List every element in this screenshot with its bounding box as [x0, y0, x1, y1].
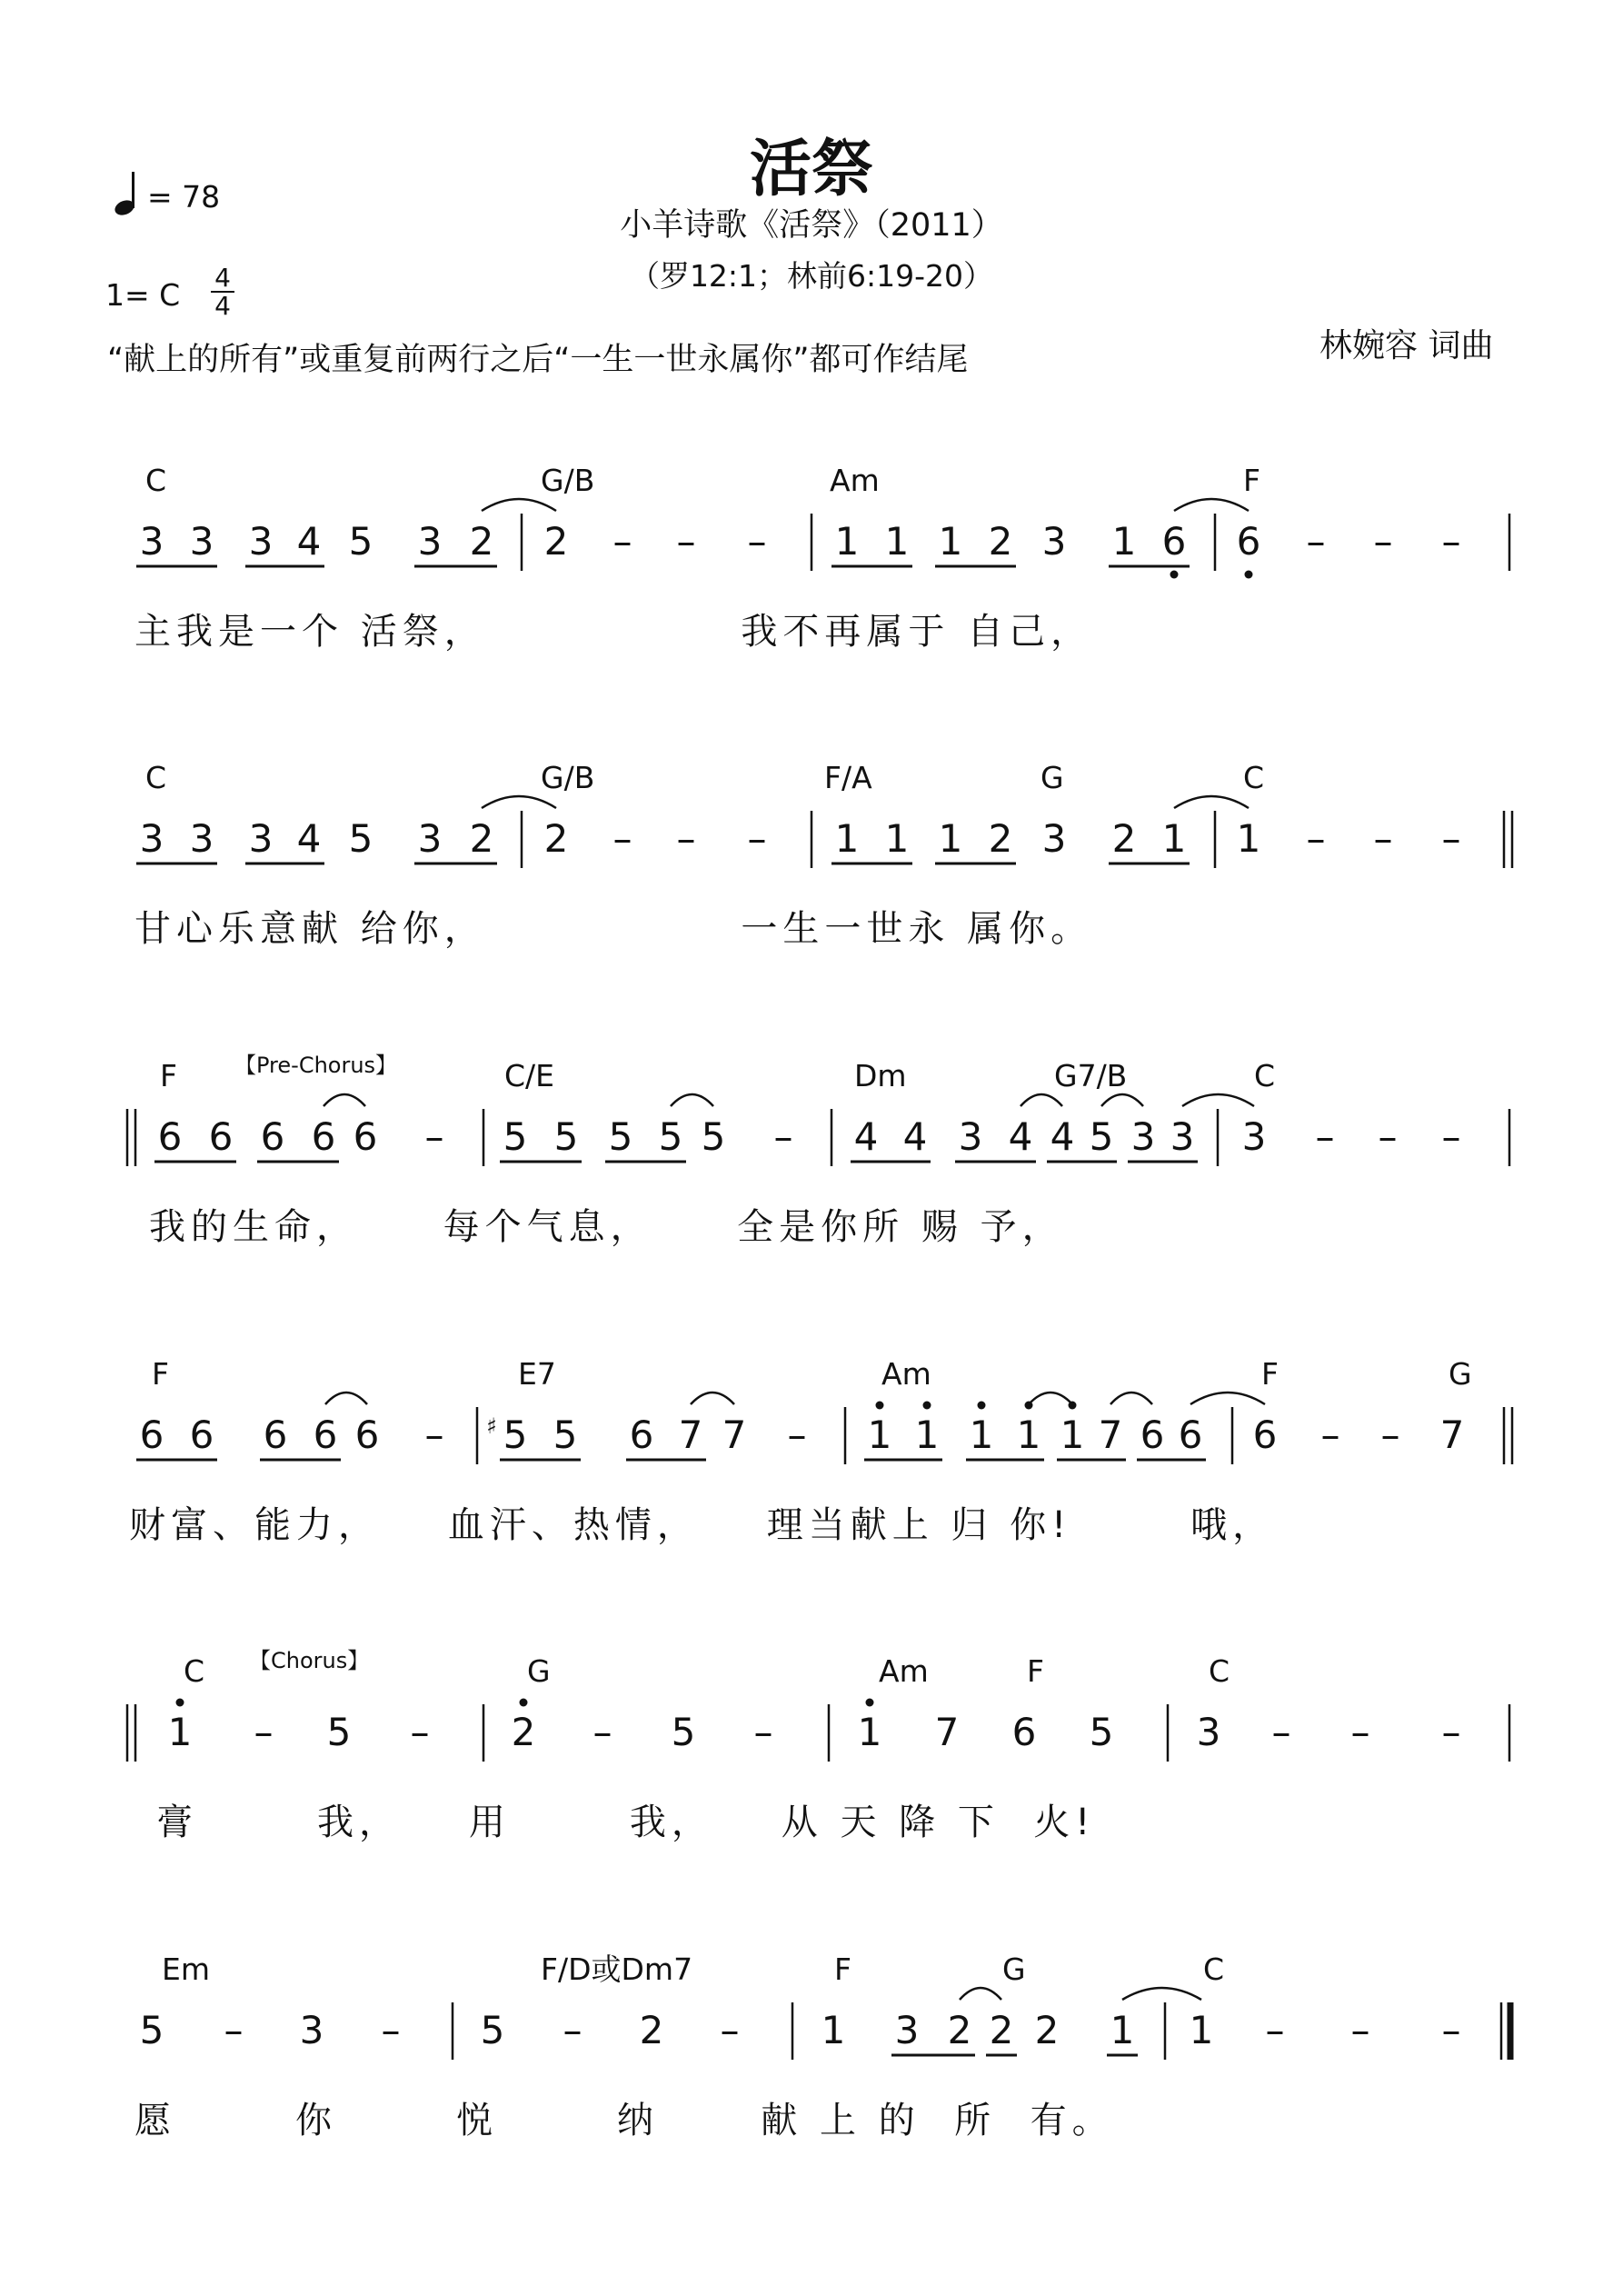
- note: 5: [503, 1413, 528, 1457]
- sustain-dash: –: [1320, 1413, 1340, 1457]
- section-label: 【Pre-Chorus】: [234, 1053, 398, 1078]
- chord-symbol: G: [1449, 1356, 1472, 1392]
- note: 1: [1236, 816, 1261, 861]
- chord-symbol: F: [1027, 1653, 1044, 1689]
- chord-symbol: G/B: [541, 463, 595, 498]
- sustain-dash: –: [1441, 519, 1461, 564]
- chord-symbol: G: [1002, 1952, 1026, 1987]
- note: 4: [1050, 1114, 1075, 1159]
- note: 4: [296, 816, 322, 861]
- note: 3: [1041, 816, 1067, 861]
- octave-dot-above: [923, 1402, 931, 1410]
- sustain-dash: –: [1380, 1413, 1400, 1457]
- note: 6: [629, 1413, 654, 1457]
- note: 2: [988, 816, 1013, 861]
- note: 7: [678, 1413, 703, 1457]
- note: 3: [894, 2008, 920, 2052]
- lyric-line: 愿 你 悦 纳 献 上 的 所 有。: [134, 2100, 1114, 2141]
- lyric-line: 主我是一个 活祭， 我不再属于 自己，: [134, 611, 1093, 653]
- chord-symbol: C: [145, 760, 167, 795]
- sustain-dash: –: [612, 519, 632, 564]
- tie-slur: [1110, 1393, 1152, 1404]
- note: 1: [857, 1710, 882, 1754]
- sustain-dash: –: [747, 816, 767, 861]
- chord-symbol: F/D或Dm7: [541, 1952, 693, 1987]
- note: 2: [639, 2008, 664, 2052]
- song-subtitle: 小羊诗歌《活祭》（2011）: [620, 207, 1003, 244]
- note: 1: [938, 519, 963, 564]
- tie-slur: [325, 1393, 367, 1404]
- sustain-dash: –: [753, 1710, 773, 1754]
- note: 3: [139, 816, 164, 861]
- note: 5: [139, 2008, 164, 2052]
- note: 2: [989, 2008, 1014, 2052]
- octave-dot-above: [866, 1699, 874, 1707]
- note: 2: [543, 519, 569, 564]
- note: 2: [1034, 2008, 1060, 2052]
- octave-dot-above: [176, 1699, 184, 1707]
- sustain-dash: –: [1306, 816, 1326, 861]
- scripture-reference: （罗12:1；林前6:19-20）: [629, 258, 994, 294]
- song-title: 活祭: [749, 134, 873, 205]
- note: 6: [1252, 1413, 1278, 1457]
- sustain-dash: –: [1306, 519, 1326, 564]
- tie-slur: [1174, 796, 1249, 808]
- octave-dot-above: [876, 1402, 884, 1410]
- chord-symbol: G7/B: [1054, 1058, 1128, 1093]
- note: 1: [969, 1413, 994, 1457]
- note: 1: [938, 816, 963, 861]
- octave-dot-below: [1245, 571, 1253, 579]
- sustain-dash: –: [563, 2008, 582, 2052]
- note: 3: [1241, 1114, 1267, 1159]
- note: 3: [417, 519, 443, 564]
- note: 6: [260, 1114, 285, 1159]
- note: 7: [1098, 1413, 1123, 1457]
- chord-symbol: F: [1243, 463, 1260, 498]
- note: 5: [348, 816, 373, 861]
- note: 5: [480, 2008, 505, 2052]
- chord-symbol: F/A: [824, 760, 872, 795]
- sustain-dash: –: [224, 2008, 244, 2052]
- note: 3: [1130, 1114, 1156, 1159]
- note: 3: [417, 816, 443, 861]
- note: 1: [821, 2008, 846, 2052]
- note: 1: [167, 1710, 193, 1754]
- note: 6: [1140, 1413, 1165, 1457]
- octave-dot-above: [978, 1402, 986, 1410]
- sustain-dash: –: [1350, 1710, 1370, 1754]
- note: 6: [1161, 519, 1187, 564]
- note: 6: [263, 1413, 288, 1457]
- chord-symbol: G: [527, 1653, 551, 1689]
- note: 6: [354, 1413, 380, 1457]
- note: 5: [553, 1413, 578, 1457]
- section-label: 【Chorus】: [249, 1648, 370, 1673]
- note: 6: [313, 1413, 338, 1457]
- tie-slur: [1021, 1094, 1062, 1106]
- note: 2: [1111, 816, 1137, 861]
- note: 3: [1041, 519, 1067, 564]
- chord-symbol: C: [1243, 760, 1265, 795]
- note: 6: [311, 1114, 336, 1159]
- sharp-sign: ♯: [486, 1413, 497, 1439]
- note: 4: [296, 519, 322, 564]
- note: 1: [1161, 816, 1187, 861]
- lyric-line: 膏 我， 用 我， 从 天 降 下 火!: [156, 1802, 1096, 1843]
- sustain-dash: –: [410, 1710, 430, 1754]
- note: 2: [469, 816, 494, 861]
- note: 1: [1111, 519, 1137, 564]
- chord-symbol: E7: [518, 1356, 556, 1392]
- sustain-dash: –: [676, 519, 696, 564]
- sustain-dash: –: [1441, 1710, 1461, 1754]
- note: 1: [867, 1413, 892, 1457]
- note: 2: [543, 816, 569, 861]
- time-signature-top: 4: [214, 263, 231, 293]
- note: 2: [511, 1710, 536, 1754]
- note: 4: [1008, 1114, 1033, 1159]
- sustain-dash: –: [424, 1413, 444, 1457]
- note: 5: [658, 1114, 683, 1159]
- note: 1: [884, 816, 910, 861]
- note: 6: [1178, 1413, 1203, 1457]
- chord-symbol: C: [145, 463, 167, 498]
- chord-symbol: G: [1041, 760, 1064, 795]
- note: 7: [934, 1710, 960, 1754]
- note: 1: [1060, 1413, 1085, 1457]
- note: 5: [701, 1114, 726, 1159]
- sustain-dash: –: [773, 1114, 793, 1159]
- chord-symbol: Am: [881, 1356, 931, 1392]
- note: 4: [853, 1114, 879, 1159]
- note: 7: [1439, 1413, 1465, 1457]
- note: 1: [834, 519, 860, 564]
- sustain-dash: –: [787, 1413, 807, 1457]
- chord-symbol: F: [834, 1952, 851, 1987]
- note: 3: [248, 816, 274, 861]
- note: 6: [1011, 1710, 1037, 1754]
- tie-slur: [482, 499, 556, 511]
- sustain-dash: –: [720, 2008, 740, 2052]
- note: 3: [958, 1114, 983, 1159]
- note: 1: [1189, 2008, 1214, 2052]
- note: 5: [553, 1114, 579, 1159]
- tie-slur: [1101, 1094, 1143, 1106]
- sustain-dash: –: [747, 519, 767, 564]
- note: 6: [1236, 519, 1261, 564]
- sustain-dash: –: [1441, 2008, 1461, 2052]
- sustain-dash: –: [1265, 2008, 1285, 2052]
- chord-symbol: C: [1209, 1653, 1230, 1689]
- ending-note: “献上的所有”或重复前两行之后“一生一世永属你”都可作结尾: [107, 342, 969, 378]
- tie-slur: [960, 1988, 1001, 2000]
- note: 3: [248, 519, 274, 564]
- tie-slur: [1122, 1988, 1201, 2000]
- chord-symbol: F: [152, 1356, 169, 1392]
- tie-slur: [1182, 1094, 1254, 1106]
- sustain-dash: –: [1350, 2008, 1370, 2052]
- note: 7: [722, 1413, 747, 1457]
- sustain-dash: –: [1378, 1114, 1398, 1159]
- octave-dot-below: [1170, 571, 1179, 579]
- sustain-dash: –: [1373, 816, 1393, 861]
- chord-symbol: C/E: [504, 1058, 555, 1093]
- key-signature: 1= C: [105, 277, 181, 313]
- note: 2: [947, 2008, 972, 2052]
- chord-symbol: G/B: [541, 760, 595, 795]
- note: 1: [1110, 2008, 1135, 2052]
- tie-slur: [482, 796, 556, 808]
- author-credit: 林婉容 词曲: [1319, 327, 1494, 364]
- sustain-dash: –: [254, 1710, 274, 1754]
- note: 5: [1089, 1114, 1114, 1159]
- chord-symbol: Am: [879, 1653, 929, 1689]
- note: 5: [671, 1710, 696, 1754]
- note: 5: [1089, 1710, 1114, 1754]
- note: 3: [1196, 1710, 1221, 1754]
- sustain-dash: –: [676, 816, 696, 861]
- sustain-dash: –: [381, 2008, 401, 2052]
- note: 5: [326, 1710, 352, 1754]
- sustain-dash: –: [1315, 1114, 1335, 1159]
- chord-symbol: Am: [830, 463, 880, 498]
- sustain-dash: –: [1373, 519, 1393, 564]
- note: 4: [902, 1114, 928, 1159]
- sustain-dash: –: [424, 1114, 444, 1159]
- note: 6: [353, 1114, 378, 1159]
- chord-symbol: C: [1203, 1952, 1225, 1987]
- tempo-value: = 78: [147, 179, 221, 215]
- chord-symbol: Dm: [854, 1058, 907, 1093]
- chord-symbol: Em: [162, 1952, 210, 1987]
- note: 2: [988, 519, 1013, 564]
- note: 6: [157, 1114, 183, 1159]
- note: 5: [608, 1114, 633, 1159]
- lyric-line: 财富、能力， 血汗、热情， 理当献上 归 你! 哦，: [129, 1504, 1275, 1546]
- note: 1: [1016, 1413, 1041, 1457]
- note: 1: [914, 1413, 940, 1457]
- sustain-dash: –: [592, 1710, 612, 1754]
- chord-symbol: C: [1254, 1058, 1276, 1093]
- lyric-line: 甘心乐意献 给你， 一生一世永 属你。: [134, 908, 1093, 950]
- tie-slur: [671, 1094, 713, 1106]
- note: 2: [469, 519, 494, 564]
- sustain-dash: –: [1441, 816, 1461, 861]
- note: 6: [208, 1114, 234, 1159]
- tie-slur: [691, 1393, 734, 1404]
- note: 1: [834, 816, 860, 861]
- note: 3: [1170, 1114, 1195, 1159]
- tie-slur: [1174, 499, 1249, 511]
- chord-symbol: C: [184, 1653, 205, 1689]
- octave-dot-above: [520, 1699, 528, 1707]
- note: 3: [189, 519, 214, 564]
- note: 3: [189, 816, 214, 861]
- note: 3: [139, 519, 164, 564]
- note: 3: [299, 2008, 324, 2052]
- chord-symbol: F: [1261, 1356, 1279, 1392]
- sustain-dash: –: [1441, 1114, 1461, 1159]
- note: 1: [884, 519, 910, 564]
- note: 5: [503, 1114, 528, 1159]
- chord-symbol: F: [160, 1058, 177, 1093]
- tie-slur: [324, 1094, 365, 1106]
- sustain-dash: –: [612, 816, 632, 861]
- note: 6: [189, 1413, 214, 1457]
- tie-slur: [1029, 1393, 1072, 1404]
- note: 5: [348, 519, 373, 564]
- lyric-line: 我的生命， 每个气息， 全是你所 赐 予，: [149, 1206, 1064, 1248]
- time-signature-bottom: 4: [214, 291, 231, 321]
- sustain-dash: –: [1271, 1710, 1291, 1754]
- tie-slur: [1190, 1393, 1265, 1404]
- note: 6: [139, 1413, 164, 1457]
